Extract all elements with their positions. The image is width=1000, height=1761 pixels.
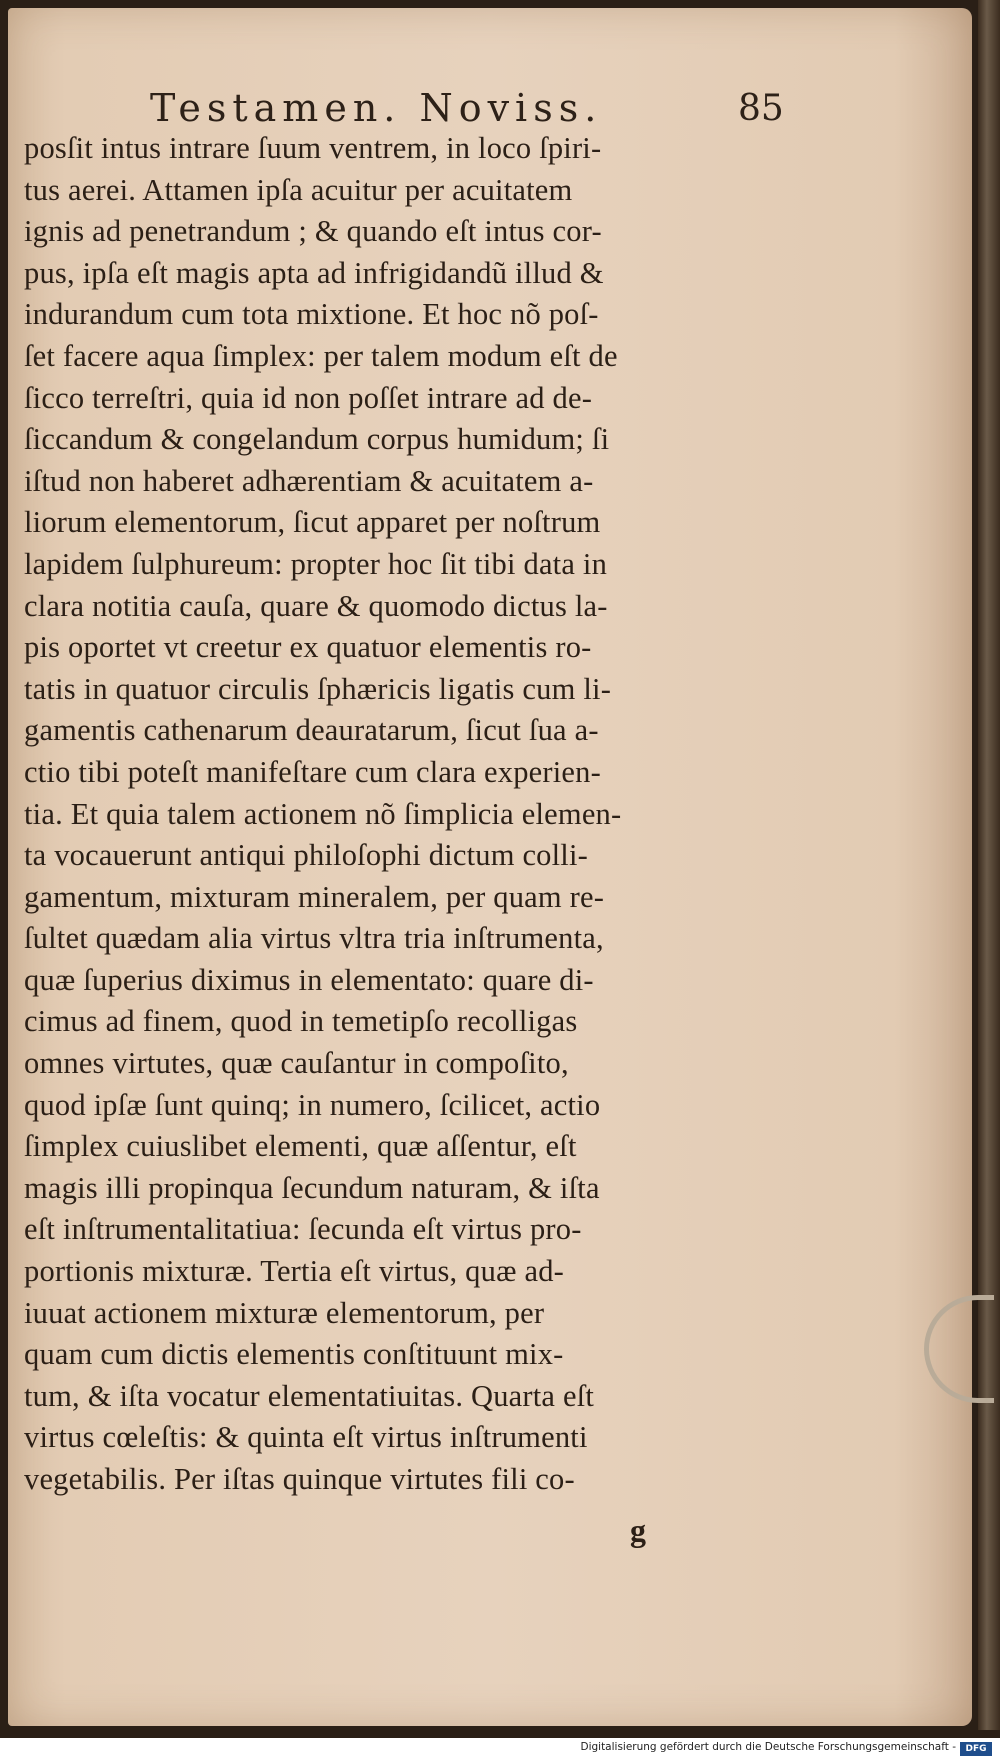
text-line: tia. Et quia talem actionem nõ ſimplicia elemen- [24, 796, 622, 831]
text-line: ctio tibi poteſt manifeſtare cum clara experien- [24, 754, 601, 789]
digitization-credit: Digitalisierung gefördert durch die Deutsche Forschungsgemeinschaft - [580, 1741, 956, 1753]
text-line: ſiccandum & congelandum corpus humidum; ſi [24, 422, 610, 457]
text-line: ſultet quædam alia virtus vltra tria inſtrumenta, [24, 921, 604, 956]
catchword: g [630, 1512, 646, 1548]
text-line: iuuat actionem mixturæ elementorum, per [24, 1295, 545, 1330]
text-line: omnes virtutes, quæ cauſantur in compoſito, [24, 1046, 569, 1081]
text-line: gamentum, mixturam mineralem, per quam re- [24, 879, 605, 914]
text-line: tus aerei. Attamen ipſa acuitur per acuitatem [24, 172, 573, 207]
body-text [24, 128, 784, 1501]
text-line: quam cum dictis elementis conſtituunt mix- [24, 1337, 564, 1372]
text-line: portionis mixturæ. Tertia eſt virtus, quæ ad- [24, 1254, 564, 1289]
text-line: liorum elementorum, ſicut apparet per noſtrum [24, 505, 601, 540]
text-line: tum, & iſta vocatur elementatiuitas. Quarta eſt [24, 1378, 595, 1413]
text-line: clara notitia cauſa, quare & quomodo dictus la- [24, 588, 608, 623]
text-line: posſit intus intrare ſuum ventrem, in loco ſpiri- [24, 131, 602, 165]
text-line: magis illi propinqua ſecundum naturam, & iſta [24, 1170, 600, 1205]
text-line: iſtud non haberet adhærentiam & acuitatem a- [24, 463, 594, 498]
text-line: ſet facere aqua ſimplex: per talem modum eſt de [24, 338, 618, 373]
text-line: eſt inſtrumentalitatiua: ſecunda eſt virtus pro- [24, 1212, 582, 1247]
text-line: lapidem ſulphureum: propter hoc ſit tibi data in [24, 546, 608, 581]
text-line: ſicco terreſtri, quia id non poſſet intrare ad de- [24, 380, 593, 415]
text-line: quod ipſæ ſunt quinq; in numero, ſcilicet, actio [24, 1087, 601, 1122]
text-line: gamentis cathenarum deauratarum, ſicut ſua a- [24, 713, 599, 748]
text-line: vegetabilis. Per iſtas quinque virtutes fili co- [24, 1462, 575, 1496]
running-head: Testamen. Noviss. [150, 86, 603, 130]
text-line: tatis in quatuor circulis ſphæricis ligatis cum li- [24, 671, 612, 706]
dfg-logo: DFG [960, 1742, 992, 1756]
text-line: virtus cœleſtis: & quinta eſt virtus inſtrumenti [24, 1420, 588, 1455]
text-line: ignis ad penetrandum ; & quando eſt intus cor- [24, 214, 602, 249]
text-line: indurandum cum tota mixtione. Et hoc nõ poſ- [24, 297, 599, 332]
text-line: ſimplex cuiuslibet elementi, quæ aſſentur, eſt [24, 1129, 577, 1164]
text-line: quæ ſuperius diximus in elementato: quare di- [24, 962, 594, 997]
text-line: cimus ad finem, quod in temetipſo recolligas [24, 1004, 578, 1039]
page-edge [978, 0, 1000, 1730]
text-line: ta vocauerunt antiqui philoſophi dictum colli- [24, 838, 589, 873]
page-number: 85 [738, 88, 784, 129]
text-line: pis oportet vt creetur ex quatuor elementis ro- [24, 630, 592, 665]
text-line: pus, ipſa eſt magis apta ad infrigidandũ illud & [24, 255, 604, 290]
